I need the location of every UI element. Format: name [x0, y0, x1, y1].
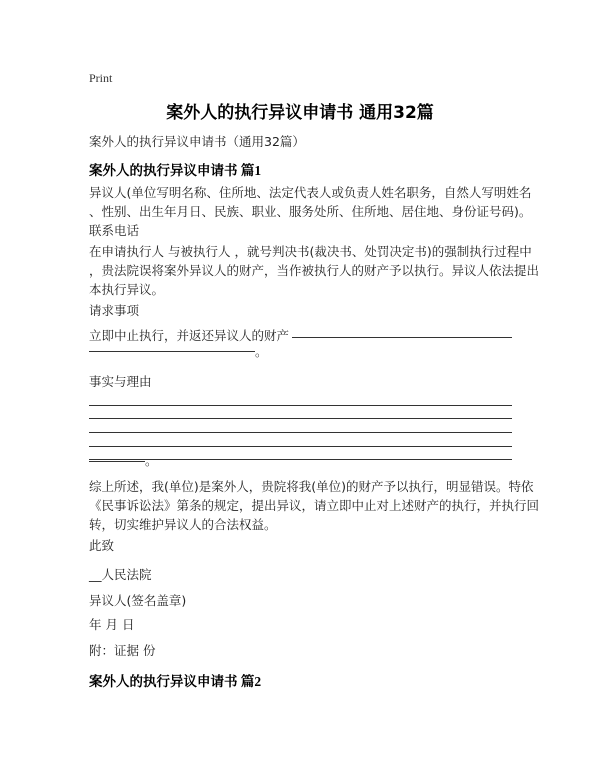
facts-heading: 事实与理由	[89, 374, 152, 389]
request-text: 立即中止执行，并返还异议人的财产	[89, 328, 290, 343]
fill-line	[89, 405, 512, 406]
fill-line	[89, 351, 255, 352]
section2-heading: 案外人的执行异议申请书 篇2	[89, 674, 262, 689]
paragraph-background	[89, 242, 539, 299]
text-line: 联系电话	[89, 223, 140, 238]
attachment-line: 附：证据 份	[89, 643, 156, 658]
request-heading: 请求事项	[89, 303, 140, 318]
text-line: 本执行异议。	[89, 282, 165, 297]
text-line: 《民事诉讼法》第条的规定，提出异议，请立即中止对上述财产的执行，并执行回	[89, 498, 540, 513]
text-line: 转，切实维护异议人的合法权益。	[89, 517, 277, 532]
print-label[interactable]: Print	[89, 71, 113, 85]
fill-line	[89, 461, 145, 462]
paragraph-conclusion	[89, 477, 539, 534]
closing-text: 此致	[89, 538, 115, 553]
request-end-mark: 。	[255, 344, 268, 359]
paragraph-applicant-info	[89, 183, 531, 240]
text-line: 异议人(单位写明名称、住所地、法定代表人或负责人姓名职务，自然人写明姓名	[89, 185, 532, 200]
document-title: 案外人的执行异议申请书 通用32篇	[166, 103, 434, 123]
text-line: 、性别、出生年月日、民族、职业、服务处所、住所地、居住地、身份证号码)。	[89, 204, 532, 219]
section1-heading: 案外人的执行异议申请书 篇1	[89, 163, 262, 178]
fill-line	[89, 418, 512, 419]
text-line: 在申请执行人 与被执行人 ，就号判决书(裁决书、处罚决定书)的强制执行过程中	[89, 244, 532, 259]
court-name: __人民法院	[89, 567, 152, 582]
fill-line	[89, 432, 512, 433]
signature-line: 异议人(签名盖章)	[89, 593, 187, 608]
fill-line	[292, 337, 512, 338]
facts-end-mark: 。	[145, 453, 158, 468]
text-line: 综上所述，我(单位)是案外人，贵院将我(单位)的财产予以执行，明显错误。特依	[89, 479, 534, 494]
fill-line	[89, 446, 512, 447]
text-line: ，贵法院误将案外异议人的财产，当作被执行人的财产予以执行。异议人依法提出	[89, 263, 540, 278]
date-line: 年 月 日	[89, 617, 135, 632]
document-subtitle: 案外人的执行异议申请书（通用32篇）	[89, 134, 305, 149]
